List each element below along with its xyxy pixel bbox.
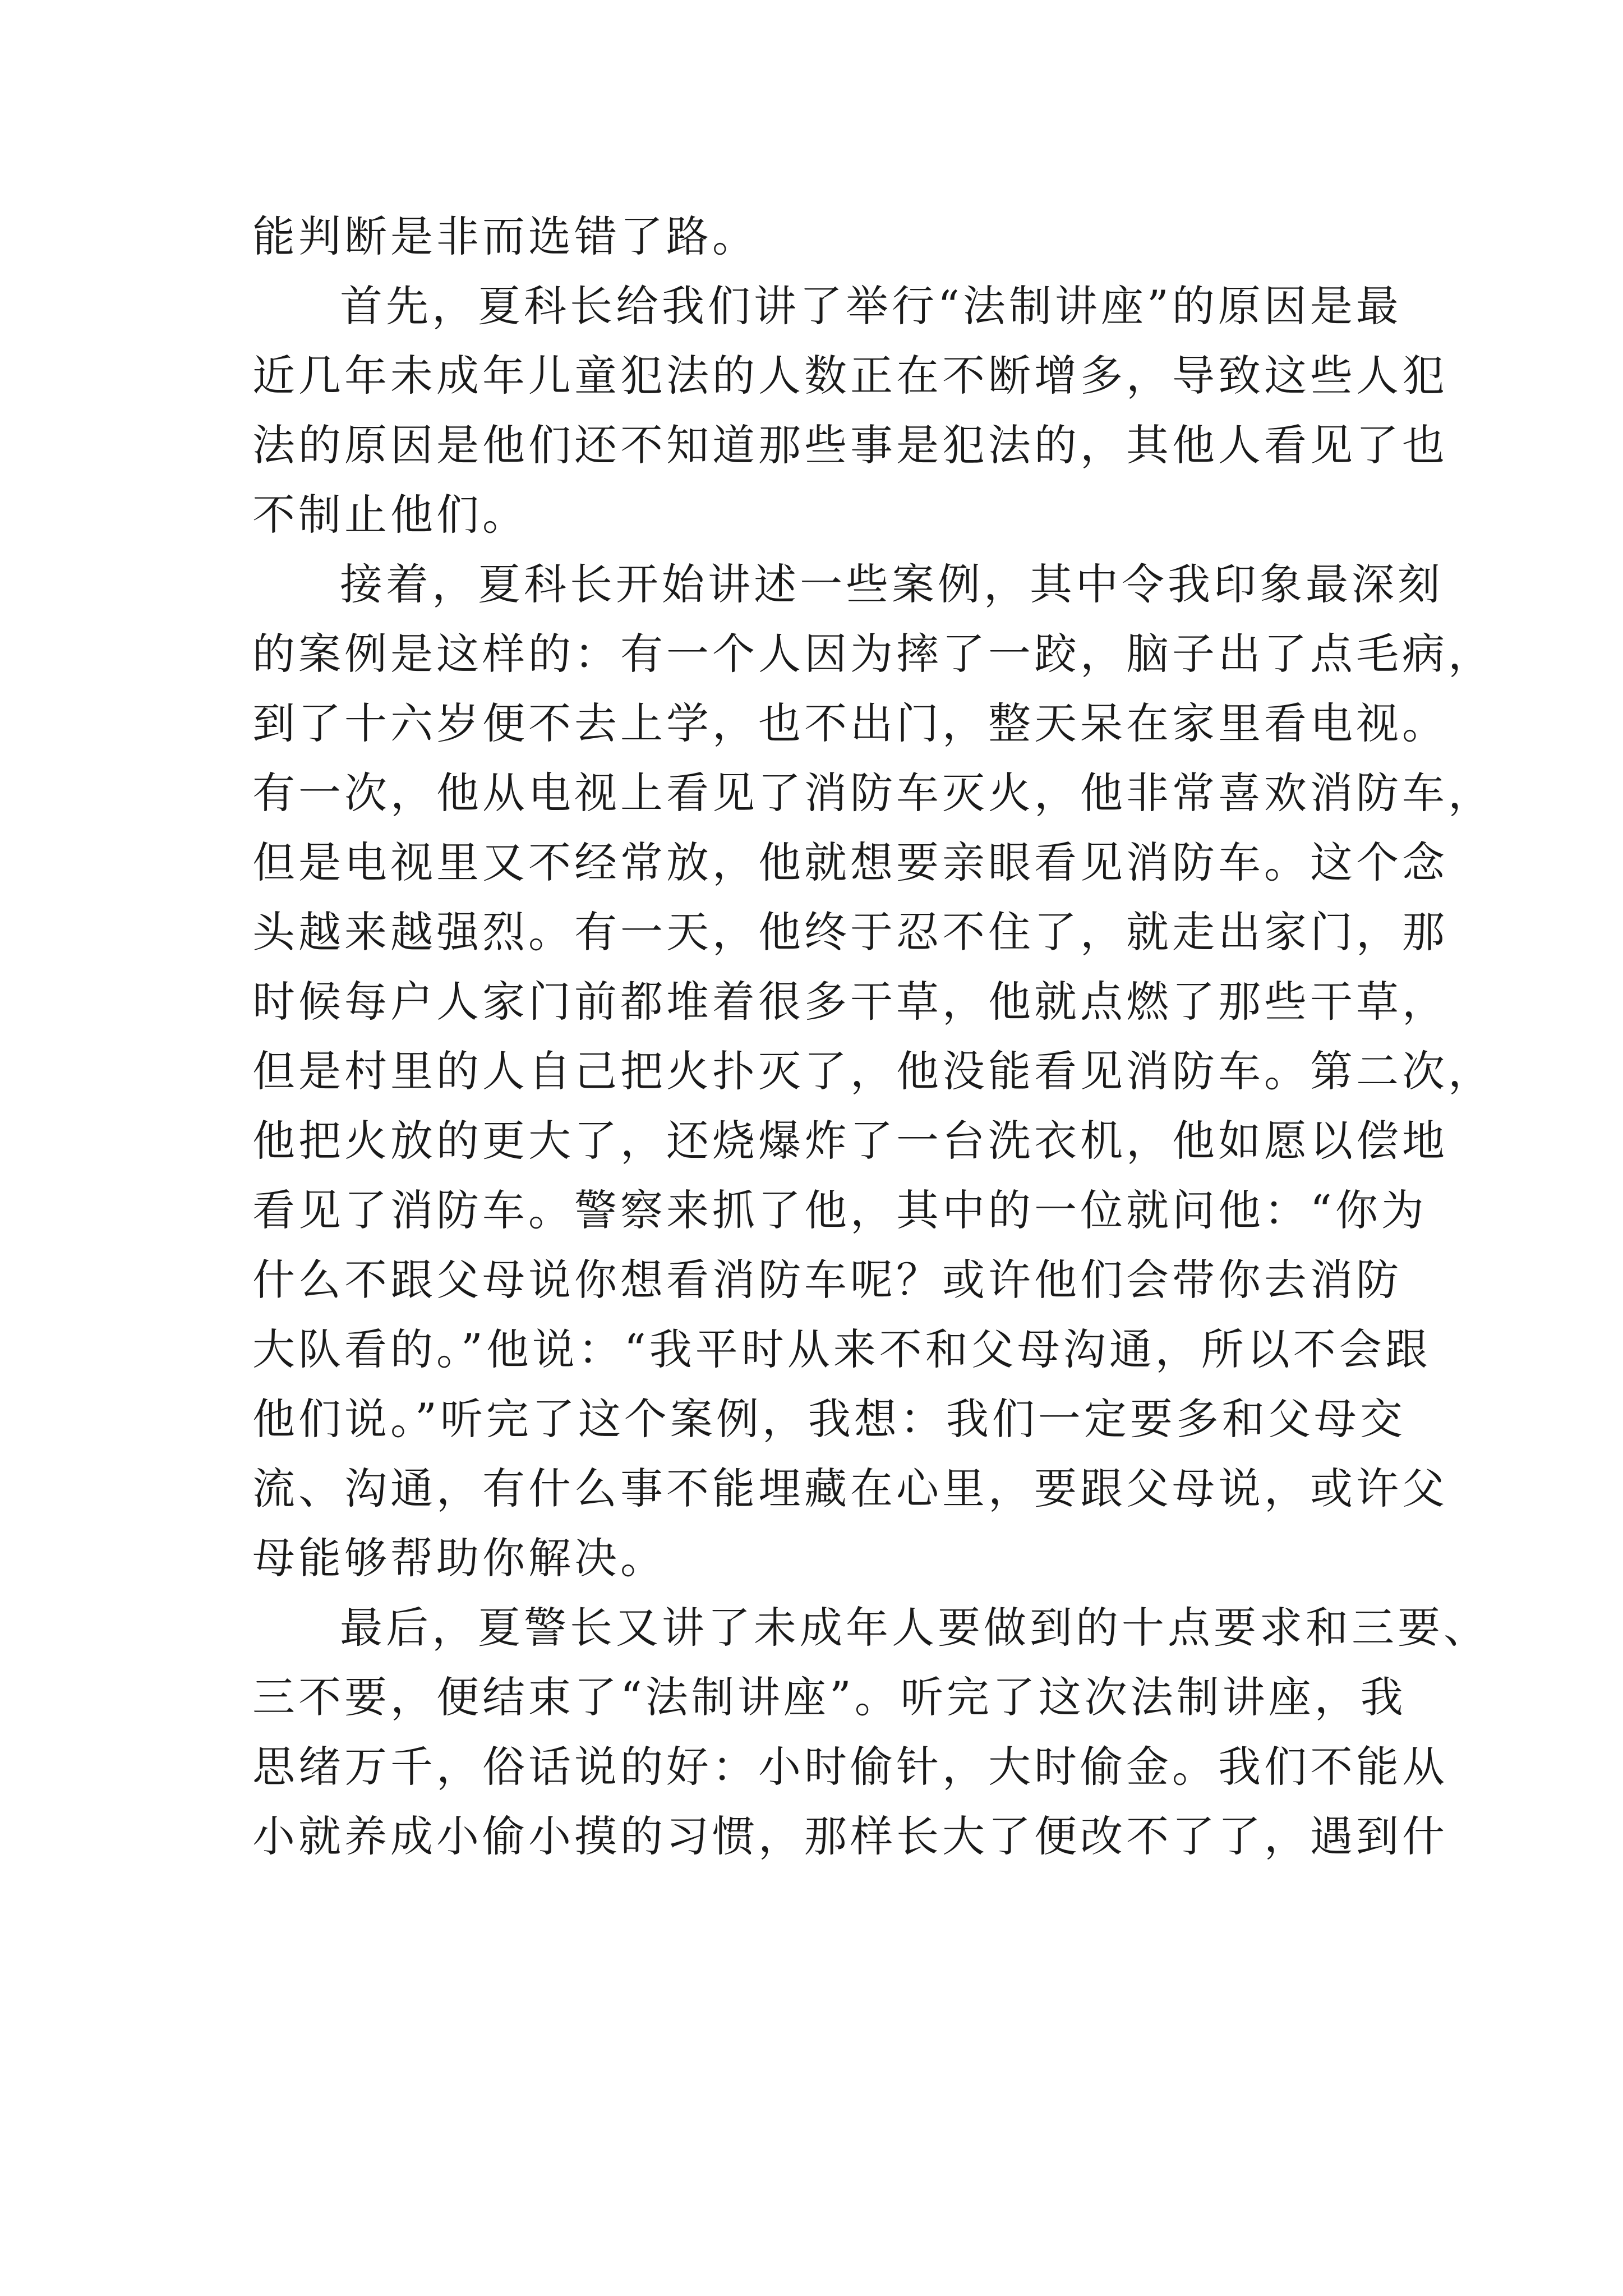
body-text <box>252 202 1494 1871</box>
text-line: 母能够帮助你解决。 <box>252 1533 666 1583</box>
text-line: 他把火放的更大了，还烧爆炸了一台洗衣机，他如愿以偿地 <box>252 1116 1448 1166</box>
text-line: 最后，夏警长又讲了未成年人要做到的十点要求和三要、 <box>340 1603 1490 1653</box>
text-line: 但是电视里又不经常放，他就想要亲眼看见消防车。这个念 <box>252 838 1448 887</box>
text-line: 思绪万千，俗话说的好：小时偷针，大时偷金。我们不能从 <box>252 1742 1448 1792</box>
text-line: 法的原因是他们还不知道那些事是犯法的，其他人看见了也 <box>252 420 1448 470</box>
text-line: 什么不跟父母说你想看消防车呢？或许他们会带你去消防 <box>252 1255 1402 1305</box>
text-line: 的案例是这样的：有一个人因为摔了一跤，脑子出了点毛病， <box>252 629 1494 679</box>
text-line: 近几年未成年儿童犯法的人数正在不断增多，导致这些人犯 <box>252 351 1448 401</box>
text-line: 有一次，他从电视上看见了消防车灭火，他非常喜欢消防车， <box>252 768 1494 818</box>
text-line: 接着，夏科长开始讲述一些案例，其中令我印象最深刻 <box>340 559 1444 609</box>
text-line: 大队看的。”他说：“我平时从来不和父母沟通，所以不会跟 <box>252 1324 1431 1374</box>
text-line: 小就养成小偷小摸的习惯，那样长大了便改不了了，遇到什 <box>252 1811 1448 1861</box>
text-line: 三不要，便结束了“法制讲座”。听完了这次法制讲座，我 <box>252 1672 1407 1722</box>
text-line: 头越来越强烈。有一天，他终于忍不住了，就走出家门，那 <box>252 907 1448 957</box>
text-line: 时候每户人家门前都堆着很多干草，他就点燃了那些干草， <box>252 977 1448 1027</box>
text-line: 能判断是非而选错了路。 <box>252 211 758 261</box>
text-line: 但是村里的人自己把火扑灭了，他没能看见消防车。第二次， <box>252 1046 1494 1096</box>
text-line: 首先，夏科长给我们讲了举行“法制讲座”的原因是最 <box>340 281 1402 331</box>
text-line: 到了十六岁便不去上学，也不出门，整天呆在家里看电视。 <box>252 698 1448 748</box>
text-line: 流、沟通，有什么事不能埋藏在心里，要跟父母说，或许父 <box>252 1464 1448 1513</box>
text-line: 看见了消防车。警察来抓了他，其中的一位就问他：“你为 <box>252 1185 1427 1235</box>
text-line: 不制止他们。 <box>252 490 528 540</box>
text-line: 他们说。”听完了这个案例，我想：我们一定要多和父母交 <box>252 1394 1406 1444</box>
